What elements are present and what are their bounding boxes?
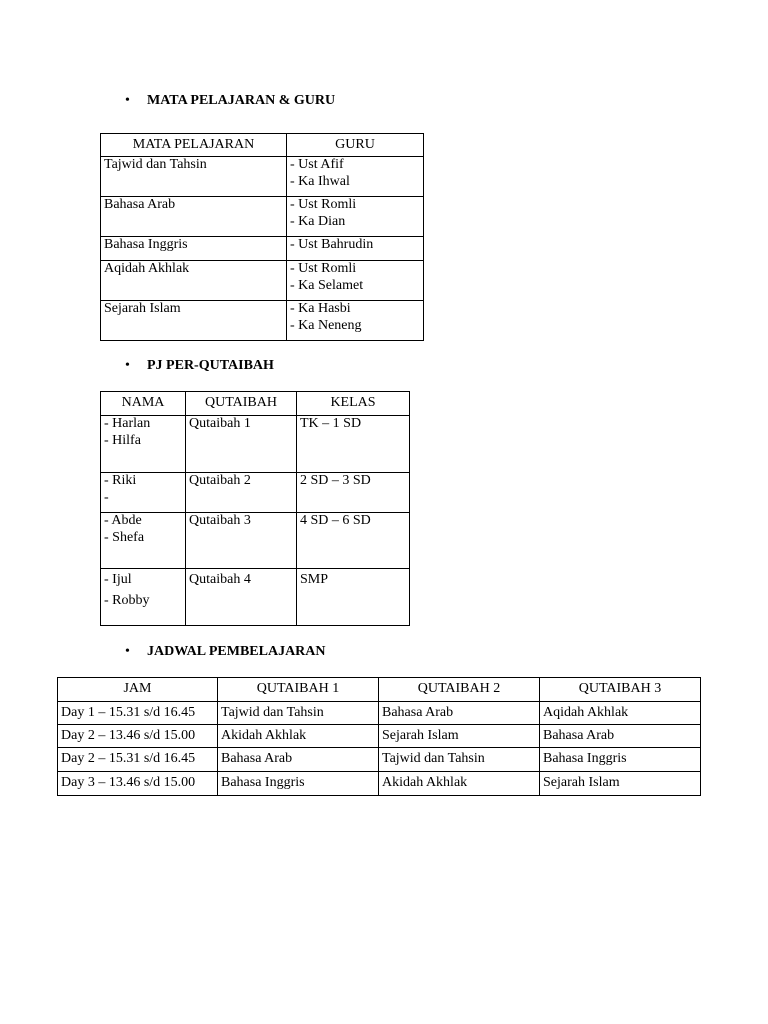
schedule-cell: Tajwid dan Tahsin [218, 702, 379, 725]
teacher-name: - Ust Bahrudin [290, 237, 374, 252]
qutaibah-cell: Qutaibah 3 [186, 513, 297, 569]
bullet-icon: • [125, 93, 130, 108]
column-header: GURU [287, 134, 424, 157]
person-name: - Shefa [104, 529, 145, 545]
teacher-name: - Ka Ihwal [290, 173, 350, 189]
table-row [58, 772, 701, 796]
column-header: NAMA [101, 392, 186, 416]
kelas-cell: SMP [297, 569, 410, 626]
person-name: - Hilfa [104, 432, 141, 448]
table-row [58, 702, 701, 725]
column-header: KELAS [297, 392, 410, 416]
table-row [101, 569, 410, 626]
schedule-cell: Aqidah Akhlak [540, 702, 701, 725]
person-name: - Riki [104, 473, 137, 488]
teacher-cell [287, 261, 424, 301]
column-header: JAM [58, 678, 218, 702]
section-title: PJ PER-QUTAIBAH [147, 358, 274, 373]
person-name: - Harlan [104, 416, 151, 431]
table-row [101, 261, 424, 301]
section-heading-jadwal [125, 644, 326, 660]
subject-cell: Bahasa Inggris [101, 237, 287, 261]
subject-cell: Bahasa Arab [101, 197, 287, 237]
kelas-cell: 4 SD – 6 SD [297, 513, 410, 569]
teacher-name: - Ust Romli [290, 197, 357, 212]
table-row [101, 157, 424, 197]
qutaibah-cell: Qutaibah 4 [186, 569, 297, 626]
column-header: QUTAIBAH 2 [379, 678, 540, 702]
schedule-cell: Tajwid dan Tahsin [379, 748, 540, 772]
teacher-name: - Ust Romli [290, 261, 357, 276]
table-row [101, 473, 410, 513]
teacher-cell [287, 157, 424, 197]
teacher-name: - Ka Selamet [290, 277, 364, 293]
time-cell: Day 3 – 13.46 s/d 15.00 [58, 772, 218, 796]
time-cell: Day 1 – 15.31 s/d 16.45 [58, 702, 218, 725]
qutaibah-cell: Qutaibah 2 [186, 473, 297, 513]
table-row [101, 416, 410, 473]
bullet-icon: • [125, 358, 130, 373]
kelas-cell: TK – 1 SD [297, 416, 410, 473]
teacher-name: - Ka Dian [290, 213, 346, 229]
names-cell [101, 513, 186, 569]
schedule-cell: Sejarah Islam [540, 772, 701, 796]
person-name: - [104, 489, 109, 505]
qutaibah-cell: Qutaibah 1 [186, 416, 297, 473]
section-heading-mata-pelajaran [125, 93, 335, 109]
time-cell: Day 2 – 15.31 s/d 16.45 [58, 748, 218, 772]
table-row [101, 301, 424, 341]
teacher-name: - Ka Hasbi [290, 301, 351, 316]
schedule-table [57, 677, 701, 796]
schedule-cell: Bahasa Arab [218, 748, 379, 772]
schedule-cell: Akidah Akhlak [218, 725, 379, 748]
schedule-cell: Akidah Akhlak [379, 772, 540, 796]
schedule-cell: Bahasa Inggris [218, 772, 379, 796]
teacher-cell [287, 301, 424, 341]
names-cell [101, 416, 186, 473]
subject-cell: Aqidah Akhlak [101, 261, 287, 301]
schedule-cell: Bahasa Arab [379, 702, 540, 725]
bullet-icon: • [125, 644, 130, 659]
column-header: MATA PELAJARAN [101, 134, 287, 157]
names-cell [101, 473, 186, 513]
time-cell: Day 2 – 13.46 s/d 15.00 [58, 725, 218, 748]
schedule-cell: Sejarah Islam [379, 725, 540, 748]
teacher-cell [287, 237, 424, 261]
section-heading-pj-per-qutaibah [125, 358, 274, 374]
person-name: - Abde [104, 513, 142, 528]
schedule-cell: Bahasa Inggris [540, 748, 701, 772]
column-header: QUTAIBAH 3 [540, 678, 701, 702]
section-title: JADWAL PEMBELAJARAN [147, 644, 326, 659]
column-header: QUTAIBAH 1 [218, 678, 379, 702]
kelas-cell: 2 SD – 3 SD [297, 473, 410, 513]
teacher-name: - Ka Neneng [290, 317, 362, 333]
table-row [58, 748, 701, 772]
teacher-name: - Ust Afif [290, 157, 344, 172]
subject-cell: Sejarah Islam [101, 301, 287, 341]
person-name: - Ijul [104, 572, 132, 587]
table-row [101, 197, 424, 237]
pj-table [100, 391, 410, 626]
table-row [58, 725, 701, 748]
section-title: MATA PELAJARAN & GURU [147, 93, 336, 108]
teacher-cell [287, 197, 424, 237]
person-name: - Robby [104, 592, 150, 608]
table-row [101, 237, 424, 261]
table-row [101, 513, 410, 569]
subjects-table [100, 133, 424, 341]
schedule-cell: Bahasa Arab [540, 725, 701, 748]
subject-cell: Tajwid dan Tahsin [101, 157, 287, 197]
names-cell [101, 569, 186, 626]
column-header: QUTAIBAH [186, 392, 297, 416]
